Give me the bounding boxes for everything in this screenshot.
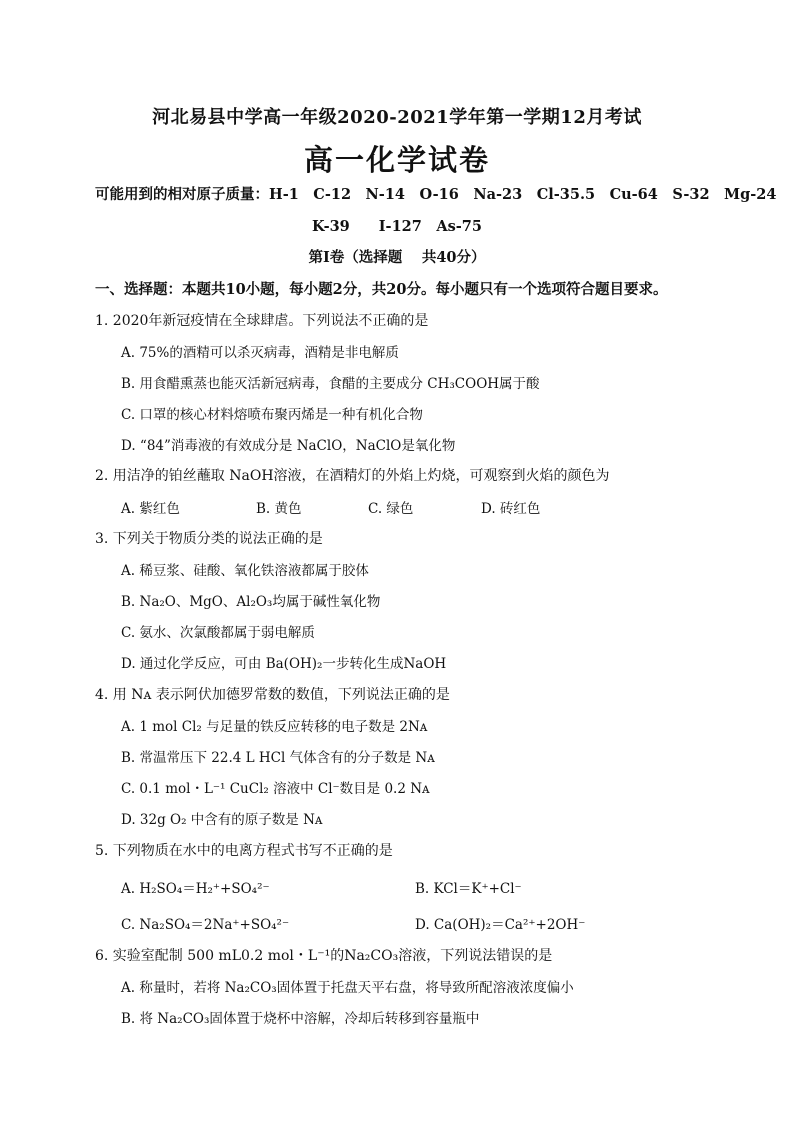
question-4-option-b: B. 常温常压下 22.4 L HCl 气体含有的分子数是 Nᴀ bbox=[121, 750, 435, 766]
question-2-option-d: D. 砖红色 bbox=[481, 501, 541, 517]
question-2-option-c: C. 绿色 bbox=[368, 501, 414, 517]
question-5-option-c: C. Na₂SO₄＝2Na⁺+SO₄²⁻ bbox=[121, 917, 290, 933]
question-3-option-b: B. Na₂O、MgO、Al₂O₃均属于碱性氧化物 bbox=[121, 594, 381, 610]
atomic-masses-line-2: K-39 I-127 As-75 bbox=[312, 218, 482, 235]
question-1-stem: 1. 2020年新冠疫情在全球肆虐。下列说法不正确的是 bbox=[95, 313, 429, 329]
question-5-option-b: B. KCl＝K⁺+Cl⁻ bbox=[415, 881, 522, 897]
question-2-stem: 2. 用洁净的铂丝蘸取 NaOH溶液，在酒精灯的外焰上灼烧，可观察到火焰的颜色为 bbox=[95, 468, 610, 484]
question-1-option-b: B. 用食醋熏蒸也能灭活新冠病毒，食醋的主要成分 CH₃COOH属于酸 bbox=[121, 376, 540, 392]
question-1-option-a: A. 75%的酒精可以杀灭病毒，酒精是非电解质 bbox=[121, 345, 399, 361]
question-3-option-a: A. 稀豆浆、硅酸、氧化铁溶液都属于胶体 bbox=[121, 563, 369, 579]
exam-title: 河北易县中学高一年级2020-2021学年第一学期12月考试 bbox=[152, 107, 642, 128]
question-5-option-d: D. Ca(OH)₂＝Ca²⁺+2OH⁻ bbox=[415, 917, 586, 933]
question-2-option-b: B. 黄色 bbox=[256, 501, 302, 517]
question-4-option-d: D. 32g O₂ 中含有的原子数是 Nᴀ bbox=[121, 812, 323, 828]
paper-title: 高一化学试卷 bbox=[303, 143, 490, 177]
instructions: 一、选择题：本题共10小题，每小题2分，共20分。每小题只有一个选项符合题目要求。 bbox=[95, 281, 668, 298]
question-1-option-c: C. 口罩的核心材料熔喷布聚丙烯是一种有机化合物 bbox=[121, 407, 423, 423]
question-2-option-a: A. 紫红色 bbox=[121, 501, 180, 517]
question-6-option-a: A. 称量时，若将 Na₂CO₃固体置于托盘天平右盘，将导致所配溶液浓度偏小 bbox=[121, 980, 574, 996]
question-4-option-a: A. 1 mol Cl₂ 与足量的铁反应转移的电子数是 2Nᴀ bbox=[121, 719, 428, 735]
question-5-stem: 5. 下列物质在水中的电离方程式书写不正确的是 bbox=[95, 843, 393, 859]
question-3-stem: 3. 下列关于物质分类的说法正确的是 bbox=[95, 531, 323, 547]
section-title: 第Ⅰ卷（选择题 共40分） bbox=[308, 249, 486, 266]
question-6-stem: 6. 实验室配制 500 mL0.2 mol・L⁻¹的Na₂CO₃溶液，下列说法错误的是 bbox=[95, 948, 553, 964]
question-4-stem: 4. 用 Nᴀ 表示阿伏加德罗常数的数值，下列说法正确的是 bbox=[95, 687, 450, 703]
question-6-option-b: B. 将 Na₂CO₃固体置于烧杯中溶解，冷却后转移到容量瓶中 bbox=[121, 1011, 480, 1027]
question-1-option-d: D. “84”消毒液的有效成分是 NaClO，NaClO是氧化物 bbox=[121, 438, 456, 454]
atomic-masses-line-1: 可能用到的相对原子质量：H-1 C-12 N-14 O-16 Na-23 Cl-35.5 Cu-64 S-32 Mg-24 bbox=[95, 186, 777, 203]
question-4-option-c: C. 0.1 mol・L⁻¹ CuCl₂ 溶液中 Cl⁻数目是 0.2 Nᴀ bbox=[121, 781, 430, 797]
question-5-option-a: A. H₂SO₄＝H₂⁺+SO₄²⁻ bbox=[121, 881, 270, 897]
question-3-option-d: D. 通过化学反应，可由 Ba(OH)₂一步转化生成NaOH bbox=[121, 656, 447, 672]
question-3-option-c: C. 氨水、次氯酸都属于弱电解质 bbox=[121, 625, 315, 641]
